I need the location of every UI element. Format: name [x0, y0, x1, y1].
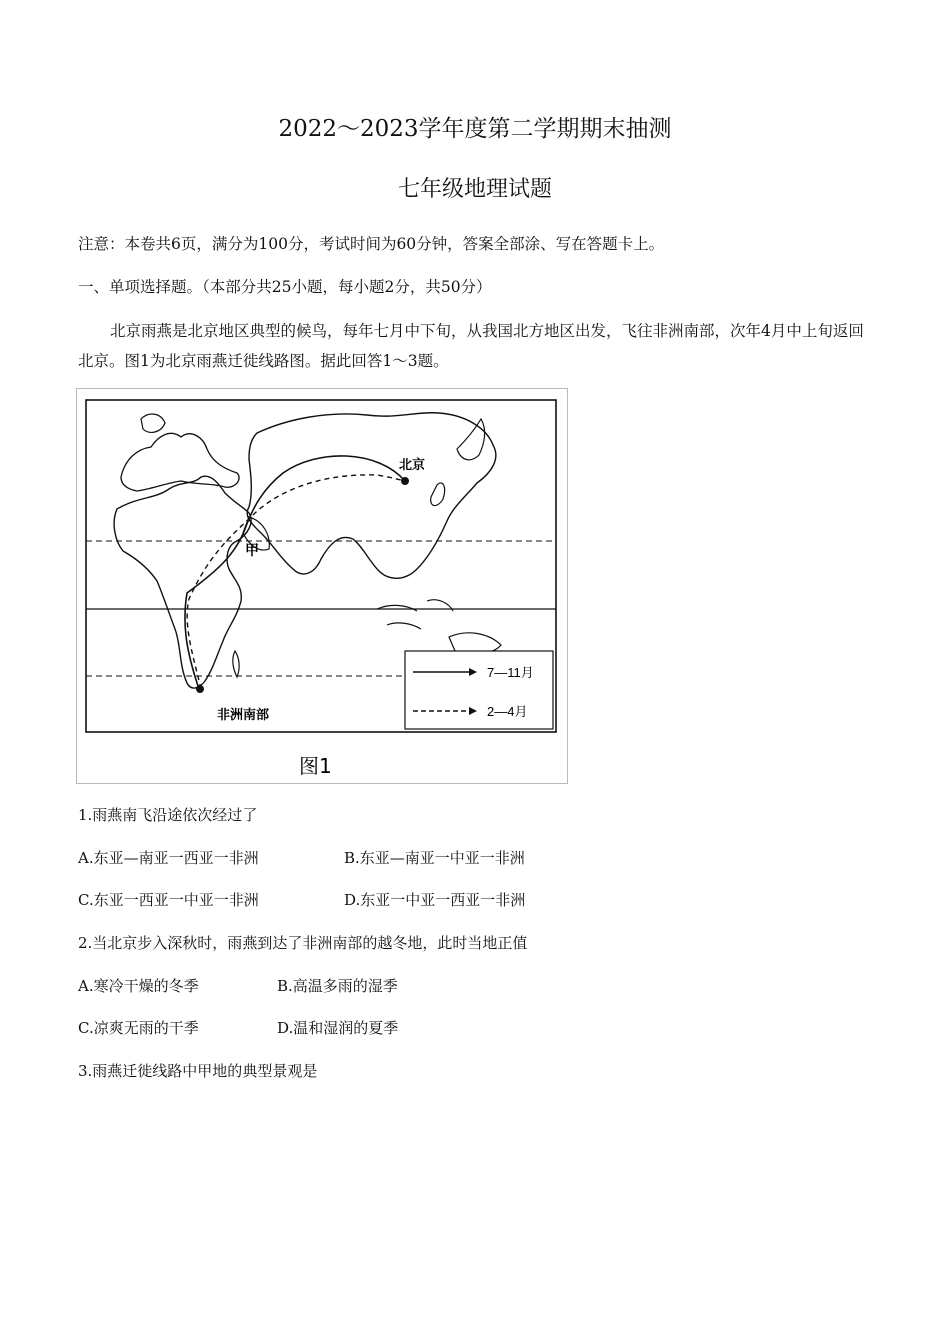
islands-outline — [377, 600, 453, 629]
section-heading: 一、单项选择题。（本部分共25小题，每小题2分，共50分） — [78, 278, 492, 296]
australia-outline — [449, 633, 501, 654]
question-1-option-c: C.东亚一西亚一中亚一非洲 — [78, 891, 259, 909]
exam-subtitle: 七年级地理试题 — [397, 177, 552, 202]
europe-outline — [121, 433, 239, 491]
notice-text: 注意：本卷共6页，满分为100分，考试时间为60分钟，答案全部涂、写在答题卡上。 — [78, 235, 665, 253]
question-2-option-a: A.寒冷干燥的冬季 — [78, 977, 199, 995]
migration-map-figure — [76, 388, 568, 784]
question-1-option-a: A.东亚—南亚一西亚一非洲 — [78, 849, 259, 867]
scandinavia-outline — [141, 414, 165, 432]
question-2-option-b: B.高温多雨的湿季 — [277, 977, 398, 995]
legend-dashed-label: 2—4月 — [487, 704, 528, 719]
route-northward-dashed — [187, 475, 405, 689]
legend-box — [405, 651, 553, 729]
exam-title: 2022～2023学年度第二学期期末抽测 — [278, 116, 672, 142]
question-3-stem: 3.雨燕迁徙线路中甲地的典型景观是 — [78, 1062, 318, 1080]
question-1-stem: 1.雨燕南飞沿途依次经过了 — [78, 806, 258, 824]
migration-map — [77, 389, 567, 783]
figure-caption: 图1 — [299, 754, 332, 778]
question-2-option-d: D.温和湿润的夏季 — [277, 1019, 399, 1037]
question-2-option-c: C.凉爽无雨的干季 — [78, 1019, 199, 1037]
passage-text: 北京雨燕是北京地区典型的候鸟，每年七月中下旬，从我国北方地区出发，飞往非洲南部，次年4月中上旬返回北京。图1为北京雨燕迁徙线路图。据此回答1～3题。 — [78, 322, 864, 370]
south-africa-dot — [196, 685, 204, 693]
africa-outline — [114, 476, 251, 688]
jia-label: 甲 — [245, 543, 259, 559]
question-2-stem: 2.当北京步入深秋时，雨燕到达了非洲南部的越冬地，此时当地正值 — [78, 934, 528, 952]
legend-solid-label: 7—11月 — [487, 665, 534, 680]
beijing-dot — [401, 477, 409, 485]
japan-outline — [431, 483, 445, 506]
question-1-option-d: D.东亚一中亚一西亚一非洲 — [344, 891, 526, 909]
asia-outline — [247, 413, 496, 579]
madagascar-outline — [233, 651, 239, 677]
question-1-option-b: B.东亚—南亚一中亚一非洲 — [344, 849, 525, 867]
kamchatka-outline — [457, 419, 485, 460]
beijing-label: 北京 — [399, 457, 426, 472]
south-africa-label: 非洲南部 — [217, 707, 270, 722]
